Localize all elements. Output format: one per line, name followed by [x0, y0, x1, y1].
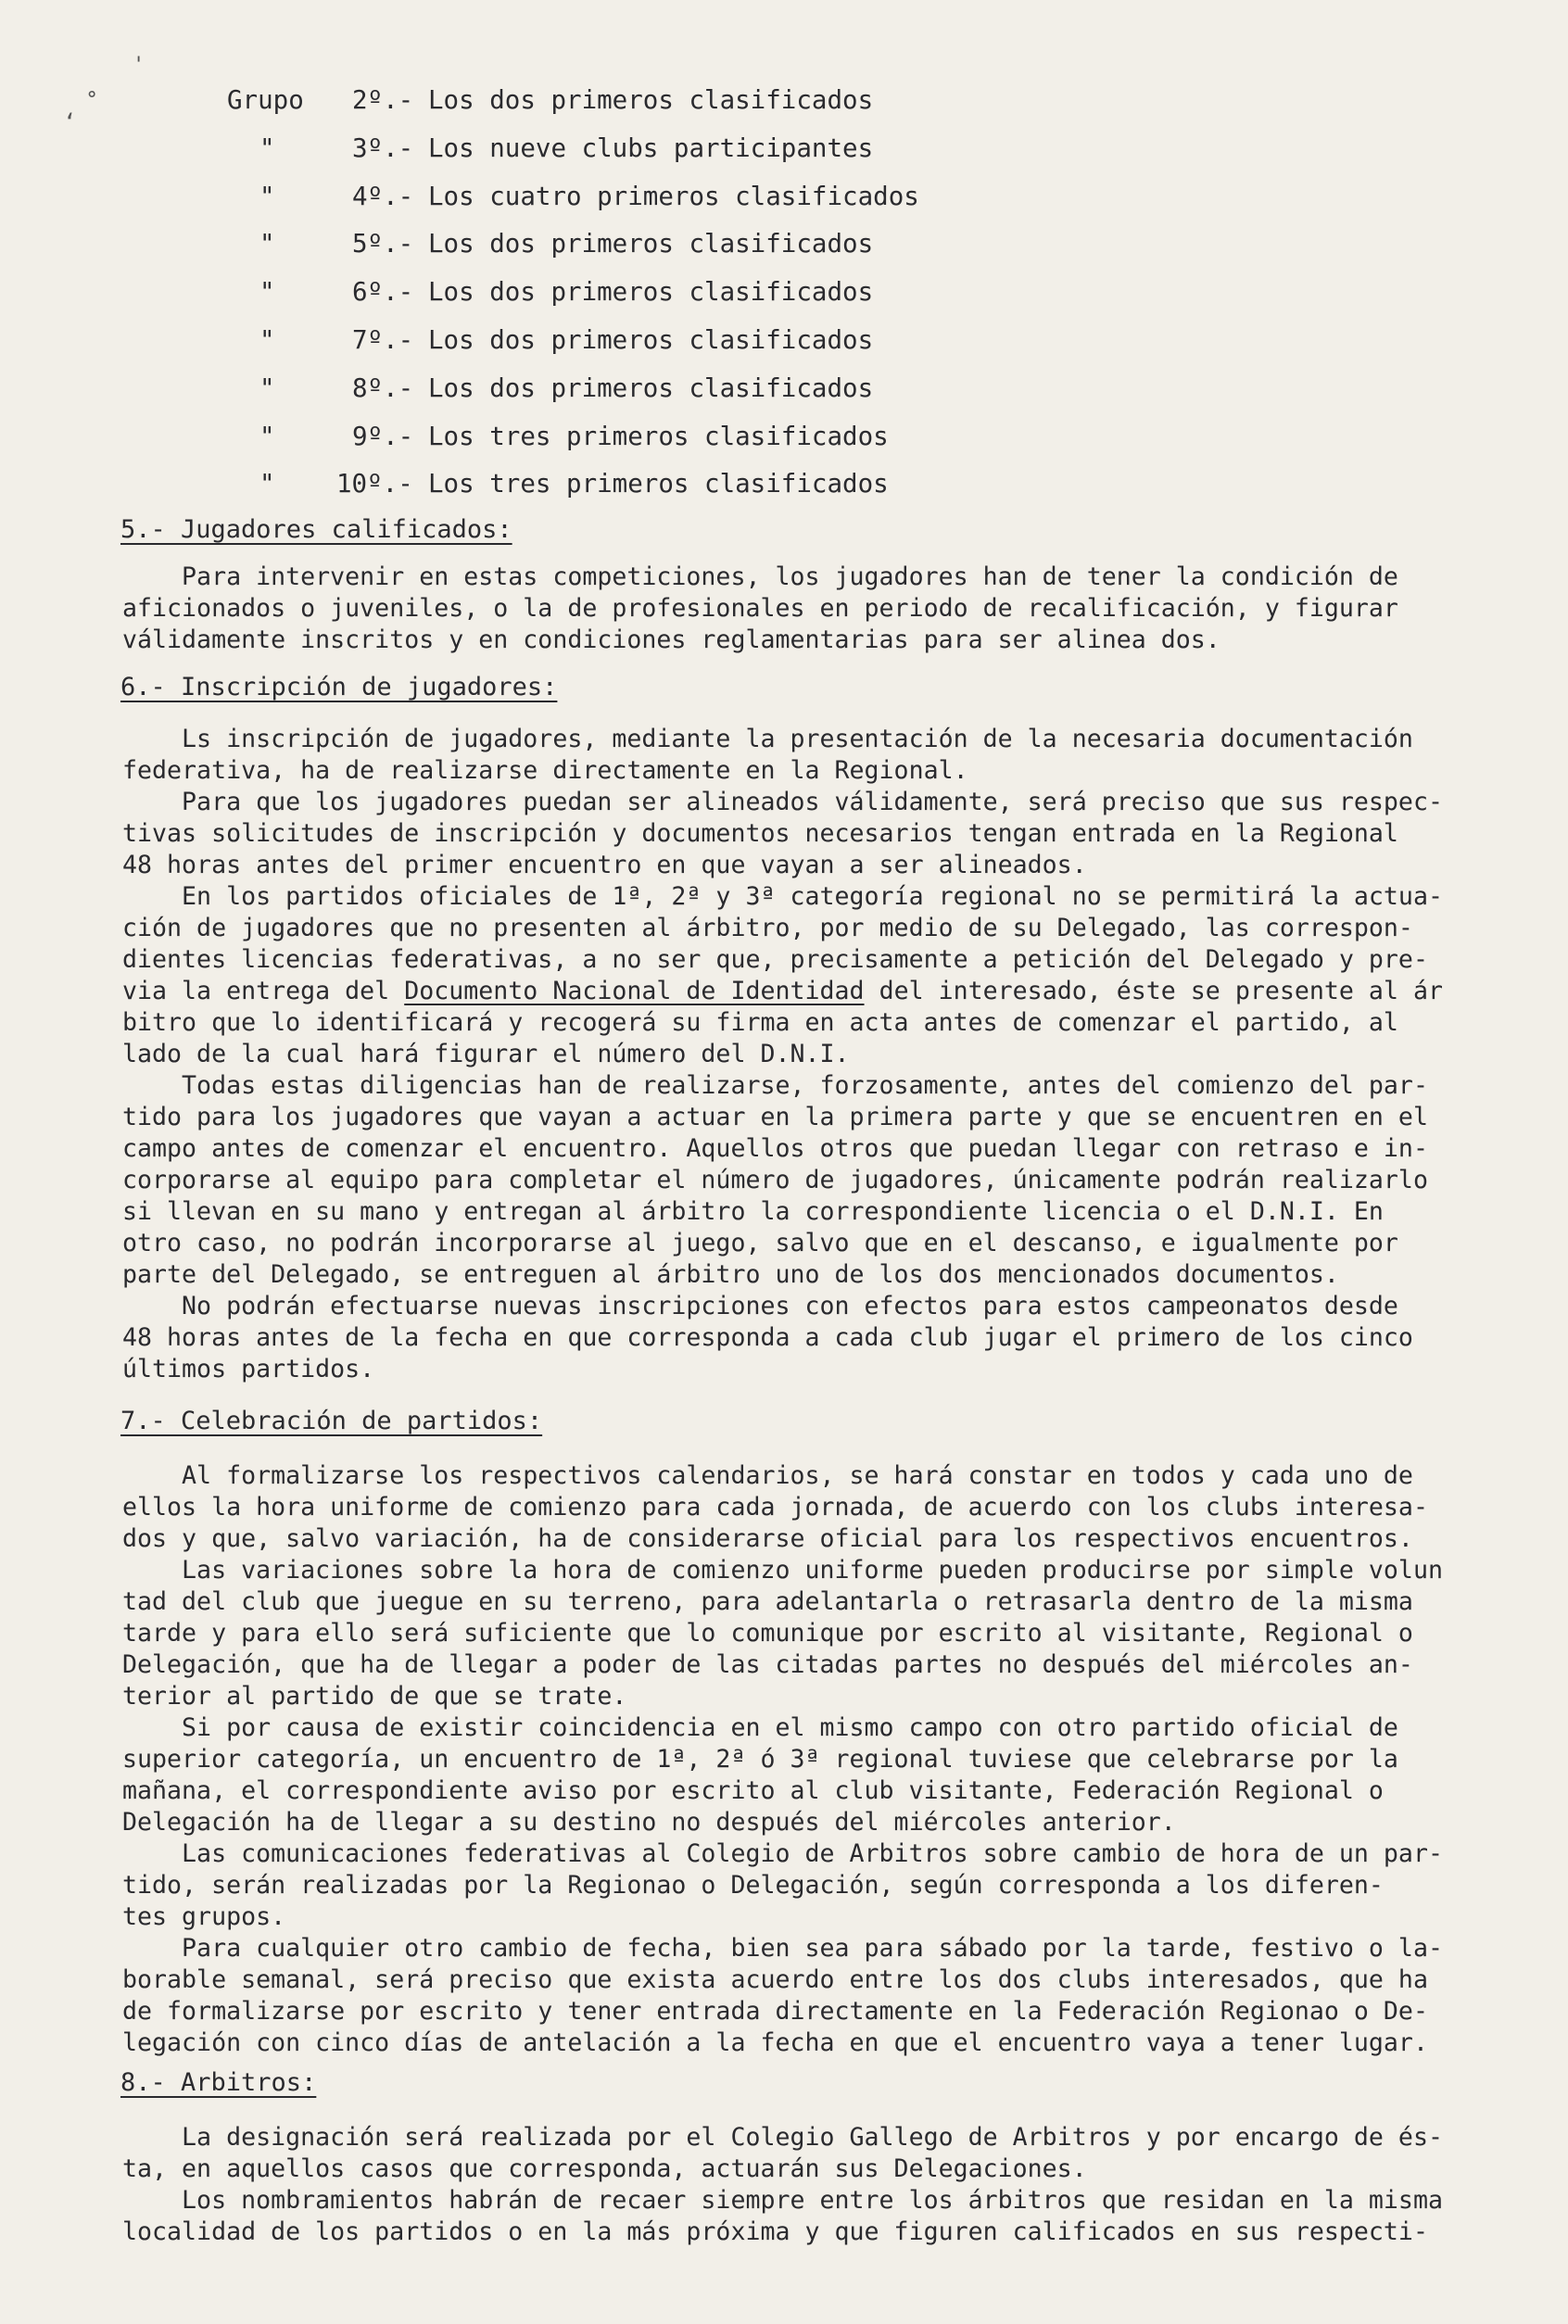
- text-line: ta, en aquellos casos que corresponda, actuarán sus Delegaciones.: [122, 2154, 1087, 2183]
- text-line: aficionados o juveniles, o la de profesionales en periodo de recalificación, y figurar: [122, 594, 1398, 623]
- text-line: lado de la cual hará figurar el número del D.N.I.: [122, 1040, 850, 1068]
- section-8-body: [122, 2122, 1473, 2248]
- section-6-body: [122, 724, 1473, 1385]
- text-line: tivas solicitudes de inscripción y documentos necesarios tengan entrada en la Regional: [122, 819, 1398, 848]
- text-line: de formalizarse por escrito y tener entrada directamente en la Federación Regionao o De-: [122, 1997, 1428, 2026]
- group-label: ": [259, 469, 275, 499]
- text-line: Si por causa de existir coincidencia en el mismo campo con otro partido oficial de: [122, 1713, 1398, 1742]
- group-text: Los tres primeros clasificados: [428, 421, 889, 451]
- group-text: Los dos primeros clasificados: [428, 324, 874, 355]
- text-line: federativa, ha de realizarse directamente en la Regional.: [122, 756, 968, 785]
- text-line: Al formalizarse los respectivos calendarios, se hará constar en todos y cada uno de: [122, 1461, 1413, 1490]
- section-8-heading: 8.- Arbitros:: [120, 2068, 317, 2097]
- text-line: La designación será realizada por el Colegio Gallego de Arbitros y por encargo de és-: [122, 2123, 1443, 2152]
- text-line: tad del club que juegue en su terreno, para adelantarla o retrasarla dentro de la misma: [122, 1587, 1413, 1616]
- text-line: Todas estas diligencias han de realizarse, forzosamente, antes del comienzo del par-: [122, 1071, 1428, 1100]
- text-line: campo antes de comenzar el encuentro. Aquellos otros que puedan llegar con retraso e in-: [122, 1134, 1428, 1163]
- text-line: 48 horas antes de la fecha en que corresponda a cada club jugar el primero de los cinco: [122, 1323, 1413, 1352]
- text-line: Los nombramientos habrán de recaer siempre entre los árbitros que residan en la misma: [122, 2186, 1443, 2215]
- text-line: 48 horas antes del primer encuentro en que vayan a ser alineados.: [122, 851, 1087, 879]
- text-line: tes grupos.: [122, 1902, 286, 1931]
- text-line: dientes licencias federativas, a no ser que, precisamente a petición del Delegado y pre-: [122, 945, 1428, 974]
- group-label: ": [259, 229, 275, 259]
- text-line: Ls inscripción de jugadores, mediante la presentación de la necesaria documentación: [122, 725, 1413, 753]
- section-6-heading: 6.- Inscripción de jugadores:: [120, 673, 558, 701]
- section-7-heading: 7.- Celebración de partidos:: [120, 1407, 543, 1435]
- group-label: ": [259, 181, 275, 211]
- text-line: dos y que, salvo variación, ha de considerarse oficial para los respectivos encuentros.: [122, 1524, 1413, 1553]
- group-text: Los dos primeros clasificados: [428, 229, 874, 259]
- text-line: otro caso, no podrán incorporarse al juego, salvo que en el descanso, e igualmente por: [122, 1229, 1398, 1257]
- text-line: Para cualquier otro cambio de fecha, bien sea para sábado por la tarde, festivo o la-: [122, 1934, 1443, 1963]
- text-line: Delegación ha de llegar a su destino no después del miércoles anterior.: [122, 1808, 1176, 1837]
- group-label: ": [259, 324, 275, 355]
- section-5-body: [122, 562, 1473, 656]
- text-line: terior al partido de que se trate.: [122, 1682, 627, 1711]
- text-line: tido, serán realizadas por la Regionao o Delegación, según corresponda a los diferen-: [122, 1871, 1384, 1900]
- group-text: Los tres primeros clasificados: [428, 469, 889, 499]
- group-text: Los dos primeros clasificados: [428, 85, 874, 115]
- text-line: corporarse al equipo para completar el número de jugadores, únicamente podrán realizarlo: [122, 1166, 1428, 1194]
- text-line: tarde y para ello será suficiente que lo comunique por escrito al visitante, Regional o: [122, 1619, 1413, 1648]
- text-line: válidamente inscritos y en condiciones reglamentarias para ser alinea dos.: [122, 625, 1220, 654]
- text-line: superior categoría, un encuentro de 1ª, 2ª ó 3ª regional tuviese que celebrarse por la: [122, 1745, 1398, 1774]
- corner-dot-mark: ‘: [63, 109, 77, 135]
- dni-underlined-text: Documento Nacional de Identidad: [404, 977, 865, 1005]
- text-line: tido para los jugadores que vayan a actuar en la primera parte y que se encuentren en el: [122, 1103, 1428, 1131]
- text-line: bitro que lo identificará y recogerá su firma en acta antes de comenzar el partido, al: [122, 1008, 1398, 1037]
- text-line: últimos partidos.: [122, 1355, 375, 1383]
- document-page: ' ᐤ ‘ Grupo 2º.- Los dos primeros clasificados " 3º.- Los nueve clubs participantes " 4º.- Los cuatro primeros clasificados " 5º.- Los dos primeros clasificados " 6º.- Los dos primeros clasificados " 7º.- Los dos primeros clasificados " 8º.- Los dos primeros clasificados " 9º.- Los tres primeros clasificados " 10º.- Los tres primeros clasificados 5.- Jugadores calificados: Para intervenir en estas competiciones, los jugadores han de tener la condición de aficionados o juveniles, o la de profesionales en periodo de recalificación, y figurar válidamente inscritos y en condiciones reglamentarias para ser alinea dos. 6.- Inscripción de jugadores: Ls inscripción de jugadores, mediante la presentación de la necesaria documentación federativa, ha de realizarse directamente en la Regional. Para que los jugadores puedan ser alineados válidamente, será preciso que sus respec- tivas solicitudes de inscripción y documentos necesarios tengan entrada en la Regional 48 horas antes del primer encuentro en que vayan a ser alineados. En los partidos oficiales de 1ª, 2ª y 3ª categoría regional no se permitirá la actua- ción de jugadores que no presenten al árbitro, por medio de su Delegado, las correspon- dientes licencias federativas, a no ser que, precisamente a petición del Delegado y pre- via la entrega del Documento Nacional de Identidad del interesado, éste se presente al ár bitro que lo identificará y recogerá su firma en acta antes de comenzar el partido, al lado de la cual hará figurar el número del D.N.I. Todas estas diligencias han de realizarse, forzosamente, antes del comienzo del par- tido para los jugadores que vayan a actuar en la primera parte y que se encuentren en el campo antes de comenzar el encuentro. Aquellos otros que puedan llegar con retraso e in- corporarse al equipo para completar el número de jugadores, únicamente podrán realizarlo si llevan en su mano y entregan al árbitro la correspondiente licencia o el D.N.I. En otro caso, no podrán incorporarse al juego, salvo que en el descanso, e igualmente por parte del Delegado, se entreguen al árbitro uno de los dos mencionados documentos. No podrán efectuarse nuevas inscripciones con efectos para estos campeonatos desde 48 horas antes de la fecha en que corresponda a cada club jugar el primero de los cinco últimos partidos. 7.- Celebración de partidos: Al formalizarse los respectivos calendarios, se hará constar en todos y cada uno de ellos la hora uniforme de comienzo para cada jornada, de acuerdo con los clubs interesa- dos y que, salvo variación, ha de considerarse oficial para los respectivos encuentros. Las variaciones sobre la hora de comienzo uniforme pueden producirse por simple volun tad del club que juegue en su terreno, para adelantarla o retrasarla dentro de la misma tarde y para ello será suficiente que lo comunique por escrito al visitante, Regional o Delegación, que ha de llegar a poder de las citadas partes no después del miércoles an- terior al partido de que se trate. Si por causa de existir coincidencia en el mismo campo con otro partido oficial de superior categoría, un encuentro de 1ª, 2ª ó 3ª regional tuviese que celebrarse por la mañana, el correspondiente aviso por escrito al club visitante, Federación Regional o Delegación ha de llegar a su destino no después del miércoles anterior. Las comunicaciones federativas al Colegio de Arbitros sobre cambio de hora de un par- tido, serán realizadas por la Regionao o Delegación, según corresponda a los diferen- tes grupos. Para cualquier otro cambio de fecha, bien sea para sábado por la tarde, festivo o la- borable semanal, será preciso que exista acuerdo entre los dos clubs interesados, que ha de formalizarse por escrito y tener entrada directamente en la Federación Regionao o De- legación con cinco días de antelación a la fecha en que el encuentro vaya a tener lugar. 8.- Arbitros: La designación será realizada por el Colegio Gallego de Arbitros y por encargo de és- ta, en aquellos casos que corresponda, actuarán sus Delegaciones. Los nombramientos habrán de recaer siempre entre los árbitros que residan en la misma localidad de los partidos o en la más próxima y que figuren calificados en sus respecti-: [0, 0, 1568, 2324]
- group-text: Los cuatro primeros clasificados: [428, 181, 919, 211]
- dni-pre-text: via la entrega del: [122, 977, 405, 1005]
- corner-scribble-mark: ᐤ: [84, 84, 103, 114]
- text-line: mañana, el correspondiente aviso por escrito al club visitante, Federación Regional o: [122, 1776, 1384, 1805]
- group-label: ": [259, 277, 275, 308]
- group-label: ": [259, 133, 275, 163]
- text-line: si llevan en su mano y entregan al árbitro la correspondiente licencia o el D.N.I. En: [122, 1197, 1384, 1226]
- text-line: En los partidos oficiales de 1ª, 2ª y 3ª categoría regional no se permitirá la actua-: [122, 882, 1443, 911]
- section-7-body: [122, 1460, 1473, 2059]
- text-line: No podrán efectuarse nuevas inscripciones con efectos para estos campeonatos desde: [122, 1292, 1398, 1320]
- text-line: legación con cinco días de antelación a la fecha en que el encuentro vaya a tener lugar.: [122, 2028, 1428, 2057]
- group-label: ": [259, 421, 275, 451]
- group-text: Los dos primeros clasificados: [428, 373, 874, 403]
- text-line: localidad de los partidos o en la más próxima y que figuren calificados en sus respecti-: [122, 2217, 1428, 2246]
- text-line: borable semanal, será preciso que exista acuerdo entre los dos clubs interesados, que ha: [122, 1965, 1428, 1994]
- group-label: ": [259, 373, 275, 403]
- text-line: parte del Delegado, se entreguen al árbitro uno de los dos mencionados documentos.: [122, 1260, 1339, 1289]
- text-line: Las variaciones sobre la hora de comienzo uniforme pueden producirse por simple volun: [122, 1556, 1443, 1585]
- group-label: Grupo: [227, 85, 304, 115]
- corner-tick-mark: ': [133, 54, 145, 77]
- text-line: ción de jugadores que no presenten al árbitro, por medio de su Delegado, las correspon-: [122, 914, 1413, 942]
- text-line: ellos la hora uniforme de comienzo para cada jornada, de acuerdo con los clubs interesa-: [122, 1493, 1428, 1522]
- section-5-heading: 5.- Jugadores calificados:: [120, 515, 512, 544]
- group-text: Los dos primeros clasificados: [428, 277, 874, 308]
- text-line: [122, 976, 1473, 1007]
- text-line: Para intervenir en estas competiciones, los jugadores han de tener la condición de: [122, 562, 1398, 591]
- text-line: Delegación, que ha de llegar a poder de las citadas partes no después del miércoles an-: [122, 1650, 1413, 1679]
- text-line: Las comunicaciones federativas al Colegio de Arbitros sobre cambio de hora de un par-: [122, 1839, 1443, 1868]
- group-text: Los nueve clubs participantes: [428, 133, 874, 163]
- text-line: Para que los jugadores puedan ser alineados válidamente, será preciso que sus respec-: [122, 788, 1443, 816]
- dni-post-text: del interesado, éste se presente al ár: [864, 977, 1443, 1005]
